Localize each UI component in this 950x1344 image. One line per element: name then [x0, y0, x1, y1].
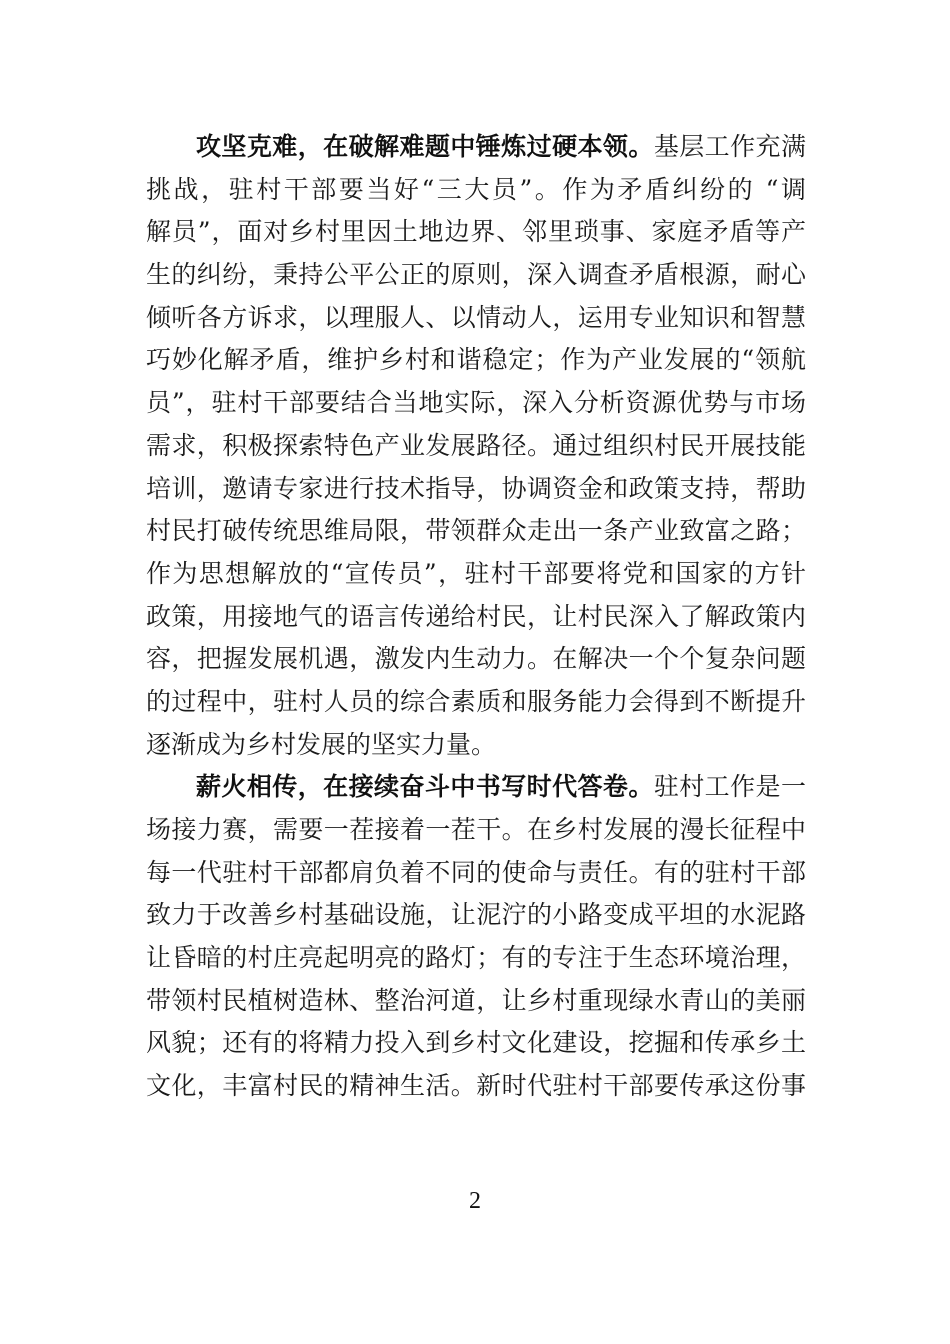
body-text	[146, 126, 806, 1108]
paragraph-line: 政策，用接地气的语言传递给村民，让村民深入了解政策内	[146, 601, 806, 631]
paragraph-line: 员”，驻村干部要结合当地实际，深入分析资源优势与市场	[146, 388, 806, 418]
paragraph-line: 致力于改善乡村基础设施，让泥泞的小路变成平坦的水泥路	[146, 900, 806, 930]
paragraph-line: 作为思想解放的“宣传员”，驻村干部要将党和国家的方针	[146, 558, 806, 588]
paragraph-line: 文化，丰富村民的精神生活。新时代驻村干部要传承这份事	[146, 1071, 806, 1101]
paragraph-line: 带领村民植树造林、整治河道，让乡村重现绿水青山的美丽	[146, 985, 806, 1015]
paragraph-line	[146, 126, 806, 169]
paragraph-line: 容，把握发展机遇，激发内生动力。在解决一个个复杂问题	[146, 644, 806, 674]
paragraph-heading: 薪火相传，在接续奋斗中书写时代答卷。	[196, 772, 654, 802]
paragraph-line: 村民打破传统思维局限，带领群众走出一条产业致富之路；	[146, 516, 806, 546]
paragraph-heading: 攻坚克难，在破解难题中锤炼过硬本领。	[196, 132, 654, 161]
paragraph-text: 基层工作充满	[653, 132, 806, 161]
paragraph-line: 让昏暗的村庄亮起明亮的路灯；有的专注于生态环境治理，	[146, 943, 806, 973]
paragraph-line: 解员”，面对乡村里因土地边界、邻里琐事、家庭矛盾等产	[146, 217, 806, 247]
paragraph-line: 生的纠纷，秉持公平公正的原则，深入调查矛盾根源，耐心	[146, 260, 806, 290]
paragraph-line	[146, 766, 806, 809]
paragraph-line: 风貌；还有的将精力投入到乡村文化建设，挖掘和传承乡土	[146, 1028, 806, 1058]
paragraph-line: 逐渐成为乡村发展的坚实力量。	[146, 729, 497, 759]
paragraph-line: 倾听各方诉求，以理服人、以情动人，运用专业知识和智慧	[146, 302, 806, 332]
paragraph-line: 场接力赛，需要一茬接着一茬干。在乡村发展的漫长征程中	[146, 815, 806, 844]
paragraph-line: 每一代驻村干部都肩负着不同的使命与责任。有的驻村干部	[146, 857, 806, 887]
paragraph-line: 挑战，驻村干部要当好“三大员”。作为矛盾纠纷的 “调	[146, 174, 806, 204]
paragraph-line: 需求，积极探索特色产业发展路径。通过组织村民开展技能	[146, 430, 806, 460]
page-number: 2	[469, 1188, 481, 1214]
paragraph-line: 的过程中，驻村人员的综合素质和服务能力会得到不断提升	[146, 686, 806, 716]
paragraph-line: 培训，邀请专家进行技术指导，协调资金和政策支持，帮助	[146, 473, 806, 503]
paragraph-line: 巧妙化解矛盾，维护乡村和谐稳定；作为产业发展的“领航	[146, 345, 806, 375]
paragraph-text: 驻村工作是一	[653, 772, 806, 802]
